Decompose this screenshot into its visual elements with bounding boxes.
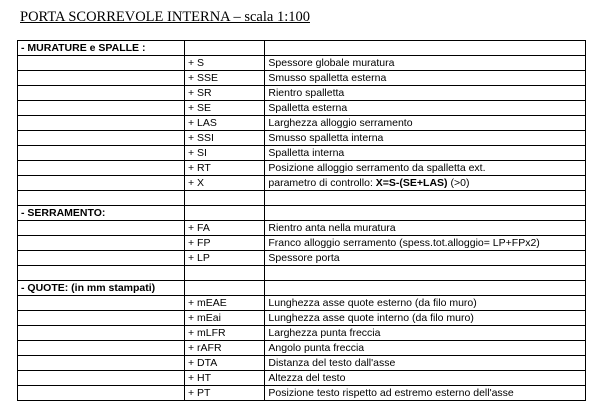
parameter-code: + FA [184,221,264,236]
parameter-description: Posizione testo rispetto ad estremo esterno dell'asse [265,386,586,401]
parameter-description: Spessore porta [265,251,586,266]
section-header-row [18,281,586,296]
table-row [18,251,586,266]
parameter-description: Lunghezza asse quote esterno (da filo muro) [265,296,586,311]
table-row [18,371,586,386]
empty-cell [18,371,185,386]
table-row [18,341,586,356]
parameter-description: Distanza del testo dall'asse [265,356,586,371]
empty-cell [18,131,185,146]
parameter-code: + X [184,176,264,191]
empty-cell [184,206,264,221]
table-row [18,101,586,116]
parameter-code: + SE [184,101,264,116]
empty-cell [18,341,185,356]
section-label: - MURATURE e SPALLE : [18,41,185,56]
spacer-row [18,266,586,281]
empty-cell [18,71,185,86]
table-row [18,146,586,161]
parameter-code: + mEai [184,311,264,326]
empty-cell [265,41,586,56]
table-row [18,236,586,251]
formula-condition: (>0) [447,177,470,189]
empty-cell [18,116,185,131]
parameter-description: Spalletta interna [265,146,586,161]
empty-cell [265,266,586,281]
empty-cell [18,86,185,101]
parameter-code: + SSE [184,71,264,86]
table-row [18,356,586,371]
empty-cell [18,326,185,341]
empty-cell [18,161,185,176]
table-row [18,386,586,401]
parameter-description: Spessore globale muratura [265,56,586,71]
empty-cell [18,386,185,401]
section-label: - QUOTE: (in mm stampati) [18,281,185,296]
parameter-description: Smusso spalletta esterna [265,71,586,86]
parameter-code: + mEAE [184,296,264,311]
parameter-code: + rAFR [184,341,264,356]
document-title: PORTA SCORREVOLE INTERNA – scala 1:100 [20,9,310,25]
table-row [18,221,586,236]
empty-cell [18,221,185,236]
parameter-code: + SR [184,86,264,101]
parameter-code: + mLFR [184,326,264,341]
parameter-code: + SSI [184,131,264,146]
empty-cell [265,206,586,221]
parameter-code: + RT [184,161,264,176]
parameter-description: Larghezza alloggio serramento [265,116,586,131]
table-row [18,326,586,341]
parameter-code: + LP [184,251,264,266]
parameter-description: Rientro anta nella muratura [265,221,586,236]
table-row [18,161,586,176]
parameter-code: + SI [184,146,264,161]
section-header-row [18,41,586,56]
parameter-description: Spalletta esterna [265,101,586,116]
table-row [18,56,586,71]
parameter-code: + DTA [184,356,264,371]
spacer-row [18,191,586,206]
section-label: - SERRAMENTO: [18,206,185,221]
parameter-code: + PT [184,386,264,401]
empty-cell [18,176,185,191]
parameter-description: Posizione alloggio serramento da spalletta ext. [265,161,586,176]
table-row [18,86,586,101]
table-row [18,131,586,146]
parameter-code: + HT [184,371,264,386]
parameter-code: + LAS [184,116,264,131]
parameter-description [265,176,586,191]
empty-cell [18,266,185,281]
empty-cell [184,266,264,281]
table-row [18,71,586,86]
parameter-description: Lunghezza asse quote interno (da filo muro) [265,311,586,326]
empty-cell [18,191,185,206]
empty-cell [184,281,264,296]
parameter-code: + FP [184,236,264,251]
table-row [18,311,586,326]
parameter-description: Altezza del testo [265,371,586,386]
parameter-table-body [18,41,586,401]
table-row [18,296,586,311]
parameter-code: + S [184,56,264,71]
description-text: parametro di controllo: [268,177,376,189]
table-row [18,176,586,191]
empty-cell [18,251,185,266]
parameter-description: Smusso spalletta interna [265,131,586,146]
section-header-row [18,206,586,221]
empty-cell [184,41,264,56]
parameter-description: Angolo punta freccia [265,341,586,356]
control-formula: X=S-(SE+LAS) [375,177,448,189]
empty-cell [18,146,185,161]
empty-cell [18,296,185,311]
table-row [18,116,586,131]
empty-cell [18,56,185,71]
empty-cell [184,191,264,206]
empty-cell [265,191,586,206]
empty-cell [18,236,185,251]
parameter-description: Franco alloggio serramento (spess.tot.alloggio= LP+FPx2) [265,236,586,251]
parameter-table [17,40,586,401]
empty-cell [18,311,185,326]
empty-cell [265,281,586,296]
parameter-description: Rientro spalletta [265,86,586,101]
empty-cell [18,101,185,116]
parameter-description: Larghezza punta freccia [265,326,586,341]
empty-cell [18,356,185,371]
